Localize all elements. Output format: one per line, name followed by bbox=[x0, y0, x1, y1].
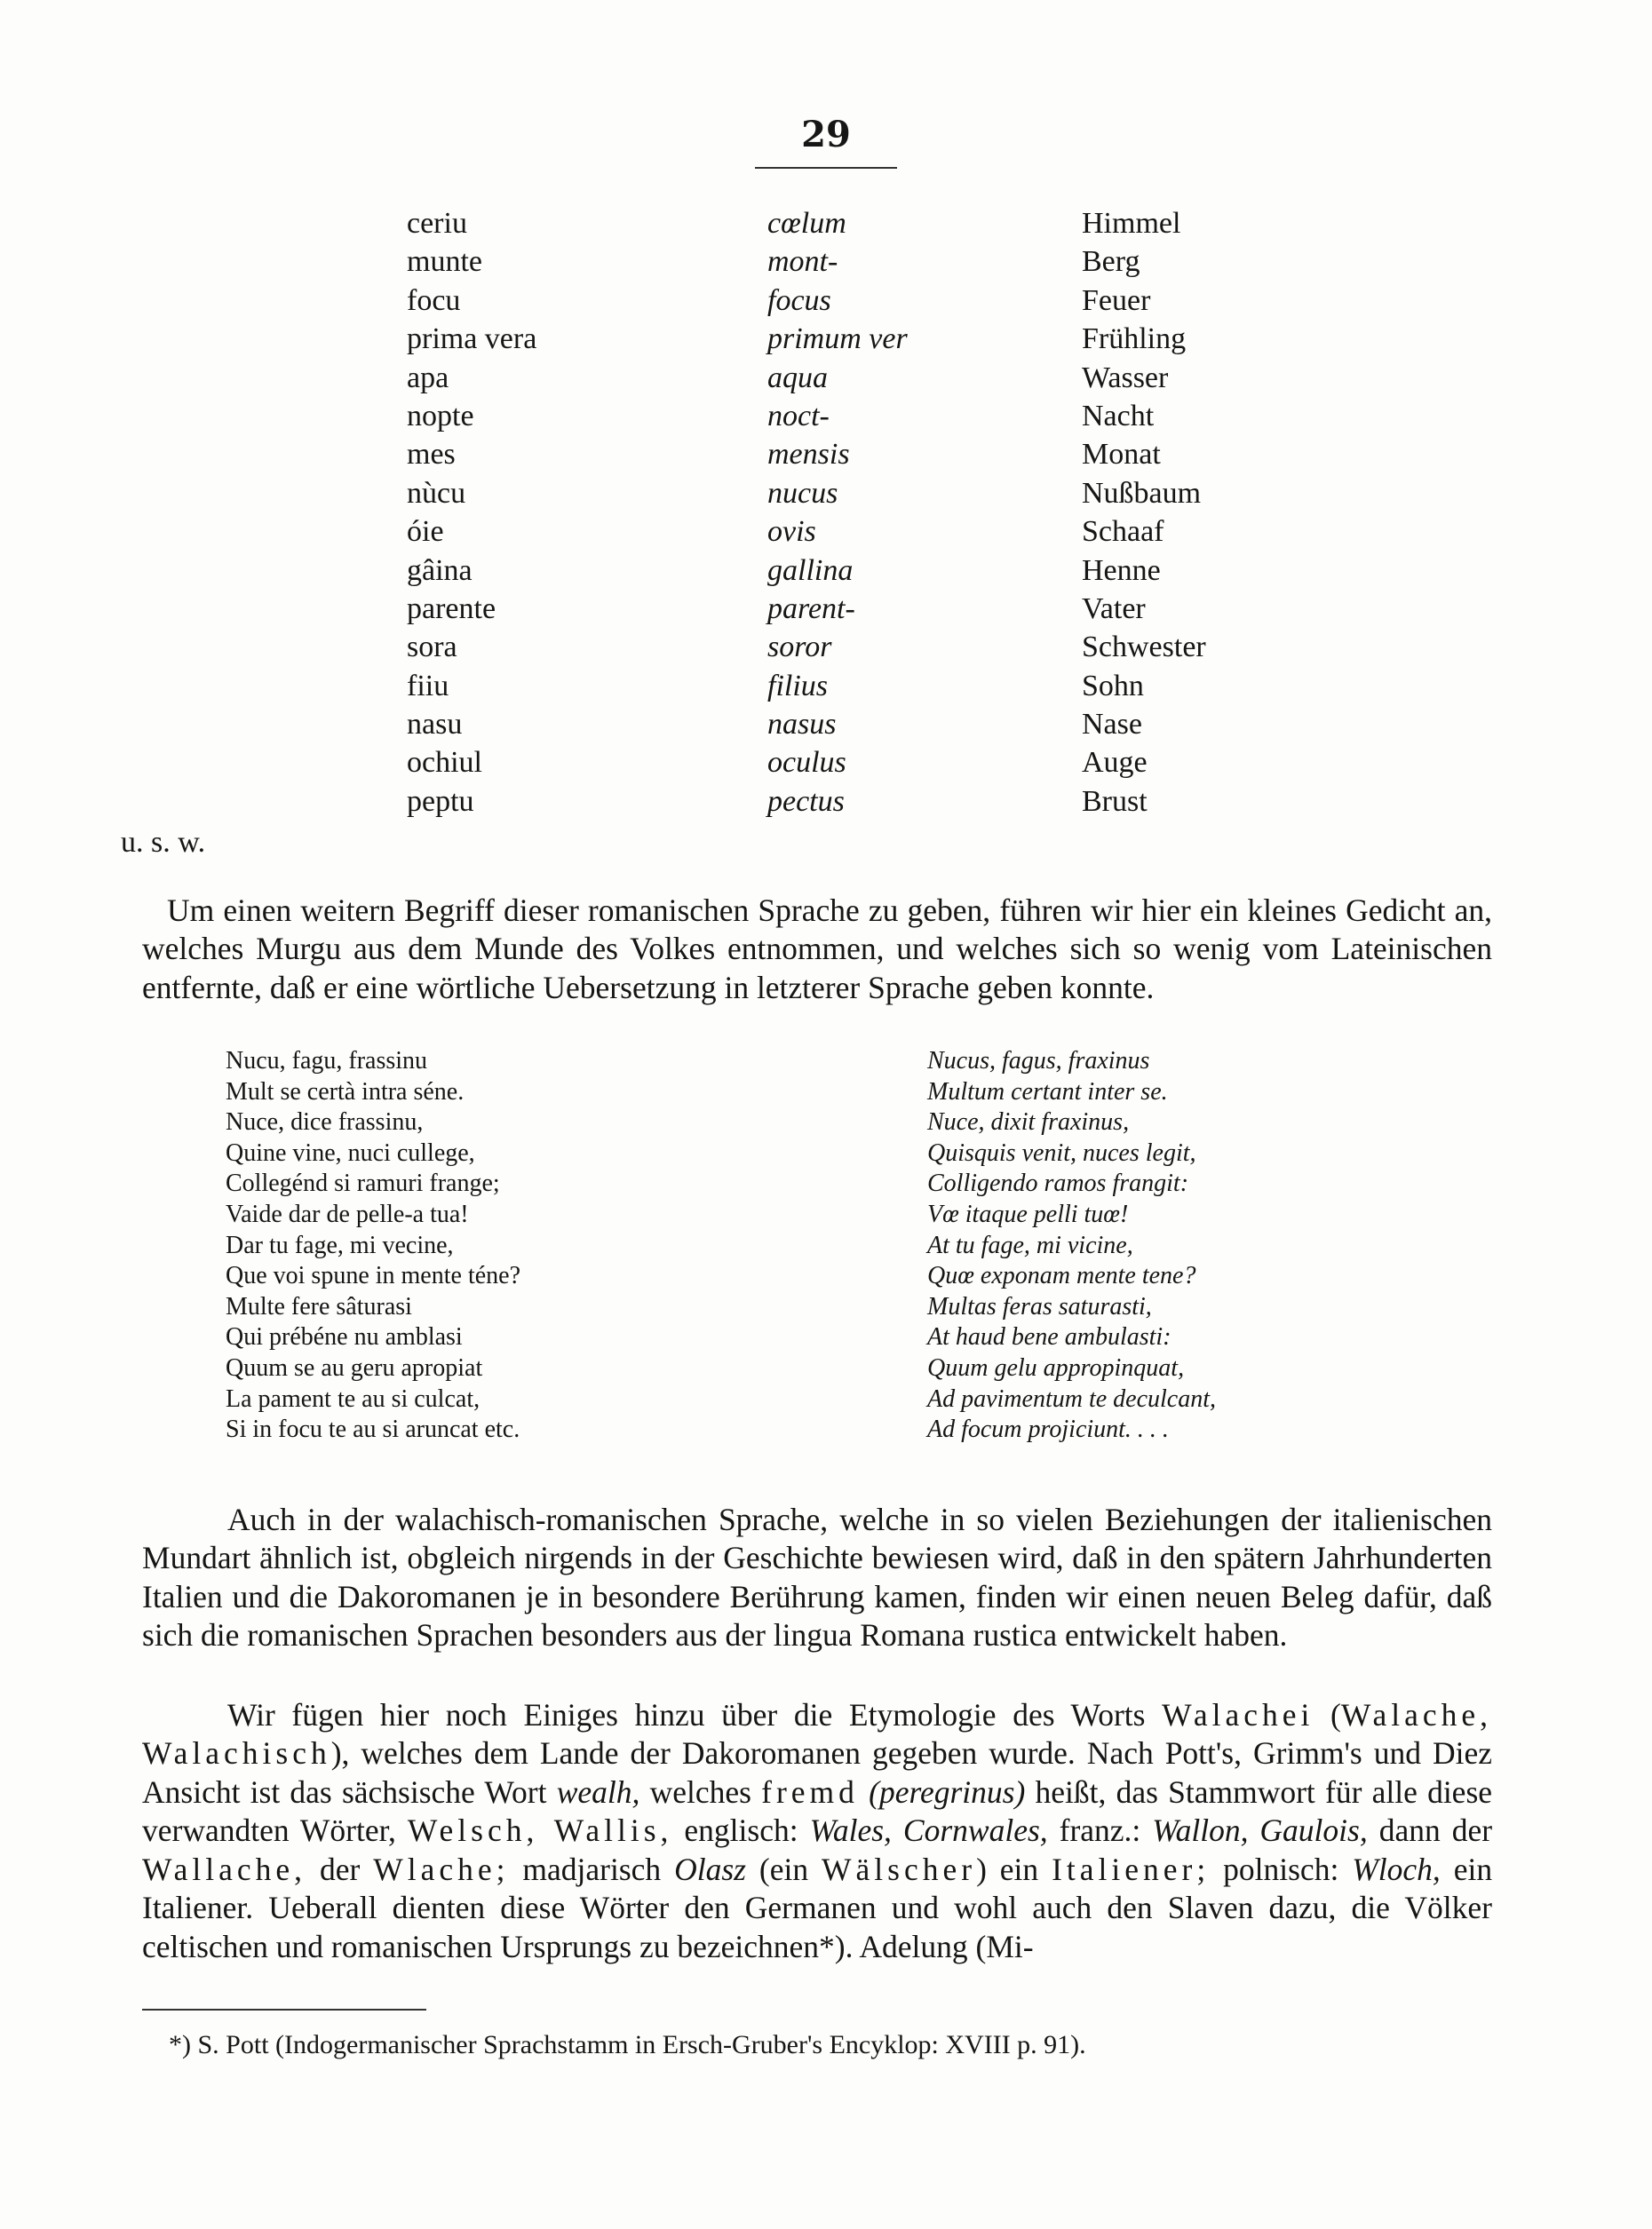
spaced-term: Welsch, Wallis, bbox=[407, 1813, 673, 1848]
romanian-verse: Qui prébéne nu amblasi bbox=[226, 1323, 463, 1352]
italic-term: Wallon, Gaulois, bbox=[1152, 1813, 1368, 1848]
text-run: dann der bbox=[1378, 1813, 1493, 1848]
latin-word: nasus bbox=[767, 708, 837, 742]
text-run: der bbox=[319, 1851, 361, 1887]
italic-term: (peregrinus) bbox=[869, 1773, 1026, 1810]
poem-line bbox=[0, 1046, 1652, 1077]
romanian-word: peptu bbox=[407, 784, 474, 818]
latin-verse: Vœ itaque pelli tuœ! bbox=[927, 1200, 1129, 1228]
latin-word: nucus bbox=[767, 476, 838, 510]
latin-verse: Quœ exponam mente tene? bbox=[927, 1262, 1196, 1290]
spaced-term: Wallache, bbox=[142, 1851, 307, 1887]
romanian-word: ochiul bbox=[407, 746, 482, 780]
text-run: Wir fügen hier noch Einiges hinzu über die Etymologie des Worts bbox=[227, 1696, 1146, 1733]
vocab-row bbox=[0, 705, 1652, 743]
german-word: Wasser bbox=[1082, 361, 1169, 394]
latin-verse: At haud bene ambulasti: bbox=[927, 1323, 1171, 1352]
romanian-word: munte bbox=[407, 245, 482, 279]
vocab-row bbox=[0, 590, 1652, 628]
romanian-word: nasu bbox=[407, 708, 463, 742]
latin-word: gallina bbox=[767, 553, 854, 587]
poem-line bbox=[0, 1169, 1652, 1200]
vocab-row bbox=[0, 743, 1652, 781]
romanian-verse: Quine vine, nuci cullege, bbox=[226, 1138, 475, 1167]
latin-word: ovis bbox=[767, 515, 816, 549]
romanian-word: sora bbox=[407, 631, 457, 664]
latin-word: noct- bbox=[767, 399, 830, 432]
romanian-verse: Nucu, fagu, frassinu bbox=[226, 1047, 428, 1075]
spaced-term: Wlache; bbox=[373, 1851, 510, 1887]
poem-line bbox=[0, 1200, 1652, 1231]
text-run: ) ein bbox=[976, 1851, 1039, 1887]
vocab-row bbox=[0, 359, 1652, 397]
german-word: Henne bbox=[1082, 553, 1161, 587]
poem bbox=[0, 1046, 1652, 1446]
text-run: ), welches dem Lande der Dakoromanen gegeben wurde. Nach Pott's, Grimm's und Diez Ansicht ist das sächsische Wort bbox=[142, 1735, 1492, 1810]
header-divider bbox=[755, 167, 897, 169]
vocab-row bbox=[0, 204, 1652, 242]
spaced-term: Wälscher bbox=[822, 1851, 977, 1887]
romanian-verse: Collegénd si ramuri frange; bbox=[226, 1170, 500, 1198]
german-word: Himmel bbox=[1082, 207, 1181, 240]
german-word: Feuer bbox=[1082, 283, 1151, 317]
poem-line bbox=[0, 1107, 1652, 1138]
vocab-row bbox=[0, 242, 1652, 281]
german-word: Monat bbox=[1082, 438, 1161, 472]
vocab-row bbox=[0, 320, 1652, 358]
page-number: 29 bbox=[801, 114, 851, 155]
romanian-word: fiiu bbox=[407, 669, 449, 702]
latin-word: mont- bbox=[767, 245, 838, 279]
vocab-row bbox=[0, 628, 1652, 666]
text-run: madjarisch bbox=[522, 1851, 662, 1887]
text-run: welches bbox=[649, 1773, 751, 1810]
romanian-word: gâina bbox=[407, 553, 473, 587]
romanian-verse: Que voi spune in mente téne? bbox=[226, 1262, 521, 1290]
poem-line bbox=[0, 1231, 1652, 1262]
german-word: Schwester bbox=[1082, 631, 1206, 664]
latin-word: cœlum bbox=[767, 207, 846, 240]
footnote-divider bbox=[142, 2009, 426, 2011]
text-run: heißt, das Stammwort für alle diese verwandten Wörter, bbox=[142, 1773, 1493, 1848]
romanian-word: focu bbox=[407, 283, 461, 317]
latin-word: primum ver bbox=[767, 322, 908, 356]
german-word: Sohn bbox=[1082, 669, 1144, 702]
latin-word: oculus bbox=[767, 746, 846, 780]
german-word: Nase bbox=[1082, 708, 1142, 742]
text-run: ( bbox=[1330, 1696, 1341, 1733]
text-run: ein Italiener. Ueberall dienten diese Wörter den Germanen und wohl auch den Slaven dazu, die Völker celtischen und romanischen Ursprungs zu bezeichnen*). Adelung (Mi- bbox=[142, 1851, 1493, 1964]
spaced-term: fremd bbox=[761, 1773, 859, 1810]
vocab-row bbox=[0, 782, 1652, 821]
romanian-verse: Vaide dar de pelle-a tua! bbox=[226, 1200, 469, 1228]
romanian-word: nùcu bbox=[407, 476, 466, 510]
latin-verse: Nucus, fagus, fraxinus bbox=[927, 1047, 1150, 1075]
latin-verse: Quisquis venit, nuces legit, bbox=[927, 1138, 1196, 1167]
latin-word: aqua bbox=[767, 361, 828, 394]
vocab-row bbox=[0, 435, 1652, 473]
spaced-term: Italiener; bbox=[1052, 1851, 1211, 1887]
german-word: Nußbaum bbox=[1082, 476, 1202, 510]
german-word: Vater bbox=[1082, 591, 1146, 625]
vocabulary-table bbox=[0, 204, 1652, 821]
poem-line bbox=[0, 1384, 1652, 1416]
german-word: Brust bbox=[1082, 784, 1148, 818]
intro-paragraph: Um einen weitern Begriff dieser romanischen Sprache zu geben, führen wir hier ein kleines Gedicht an, welches Murgu aus dem Munde des Volkes entnommen, und welches sich so wenig vom Lateinischen entfernte, daß er eine wörtliche Uebersetzung in letzterer Sprache geben konnte. bbox=[142, 892, 1492, 1005]
text-run: englisch: bbox=[684, 1813, 798, 1848]
romanian-verse: Si in focu te au si aruncat etc. bbox=[226, 1416, 520, 1444]
vocab-row bbox=[0, 474, 1652, 512]
latin-word: filius bbox=[767, 669, 829, 702]
latin-verse: Colligendo ramos frangit: bbox=[927, 1170, 1189, 1198]
vocab-row bbox=[0, 397, 1652, 435]
italic-term: Olasz bbox=[674, 1851, 746, 1887]
latin-word: parent- bbox=[767, 591, 855, 625]
latin-verse: At tu fage, mi vicine, bbox=[927, 1231, 1133, 1259]
text-run: polnisch: bbox=[1223, 1851, 1339, 1887]
poem-line bbox=[0, 1292, 1652, 1323]
poem-line bbox=[0, 1353, 1652, 1384]
poem-line bbox=[0, 1138, 1652, 1170]
romanian-word: mes bbox=[407, 438, 456, 472]
vocab-row bbox=[0, 667, 1652, 705]
romanian-word: prima vera bbox=[407, 322, 537, 356]
latin-word: soror bbox=[767, 631, 832, 664]
text-run: (ein bbox=[758, 1851, 809, 1887]
german-word: Berg bbox=[1082, 245, 1140, 279]
romanian-verse: Nuce, dice frassinu, bbox=[226, 1108, 424, 1137]
paragraph-walachisch: Auch in der walachisch-romanischen Sprache, welche in so vielen Beziehungen der italienischen Mundart ähnlich ist, obgleich nirgends in der Geschichte bewiesen wird, daß in den spätern Jahrhunderten Italien und die Dakoromanen je in besondere Berührung kamen, finden wir einen neuen Beleg dafür, daß sich die romanischen Sprachen besonders aus der lingua Romana rustica entwickelt haben. bbox=[142, 1501, 1492, 1653]
romanian-verse: Mult se certà intra séne. bbox=[226, 1077, 465, 1106]
latin-word: focus bbox=[767, 283, 831, 317]
poem-line bbox=[0, 1077, 1652, 1108]
italic-term: Wloch, bbox=[1352, 1851, 1441, 1887]
romanian-word: parente bbox=[407, 591, 496, 625]
german-word: Schaaf bbox=[1082, 515, 1164, 549]
german-word: Frühling bbox=[1082, 322, 1187, 356]
romanian-word: ceriu bbox=[407, 207, 467, 240]
poem-line bbox=[0, 1322, 1652, 1353]
romanian-word: óie bbox=[407, 515, 444, 549]
latin-verse: Ad pavimentum te deculcant, bbox=[927, 1384, 1217, 1413]
romanian-verse: Multe fere sâturasi bbox=[226, 1292, 412, 1321]
poem-line bbox=[0, 1415, 1652, 1446]
latin-verse: Nuce, dixit fraxinus, bbox=[927, 1108, 1130, 1137]
vocab-row bbox=[0, 282, 1652, 320]
latin-verse: Ad focum projiciunt. . . . bbox=[927, 1416, 1169, 1444]
romanian-verse: Dar tu fage, mi vecine, bbox=[226, 1231, 454, 1259]
romanian-verse: Quum se au geru apropiat bbox=[226, 1353, 483, 1382]
spaced-term: Walachei bbox=[1162, 1696, 1314, 1733]
italic-term: wealh, bbox=[556, 1773, 640, 1810]
text-run: franz.: bbox=[1059, 1813, 1141, 1848]
italic-term: Wales, Cornwales, bbox=[809, 1813, 1048, 1848]
latin-word: pectus bbox=[767, 784, 845, 818]
german-word: Nacht bbox=[1082, 399, 1155, 432]
spaced-term: Walache, Walachisch bbox=[142, 1696, 1493, 1771]
poem-line bbox=[0, 1261, 1652, 1292]
latin-verse: Quum gelu appropinquat, bbox=[927, 1353, 1185, 1382]
usw-abbreviation: u. s. w. bbox=[121, 826, 206, 859]
romanian-verse: La pament te au si culcat, bbox=[226, 1384, 481, 1413]
paragraph-etymology bbox=[142, 1696, 1492, 1967]
latin-verse: Multum certant inter se. bbox=[927, 1077, 1168, 1106]
vocab-row bbox=[0, 512, 1652, 551]
footnote: *) S. Pott (Indogermanischer Sprachstamm in Ersch-Gruber's Encyklop: XVIII p. 91). bbox=[169, 2030, 1086, 2059]
latin-verse: Multas feras saturasti, bbox=[927, 1292, 1152, 1321]
vocab-row bbox=[0, 551, 1652, 590]
german-word: Auge bbox=[1082, 746, 1148, 780]
romanian-word: apa bbox=[407, 361, 449, 394]
latin-word: mensis bbox=[767, 438, 850, 472]
romanian-word: nopte bbox=[407, 399, 474, 432]
